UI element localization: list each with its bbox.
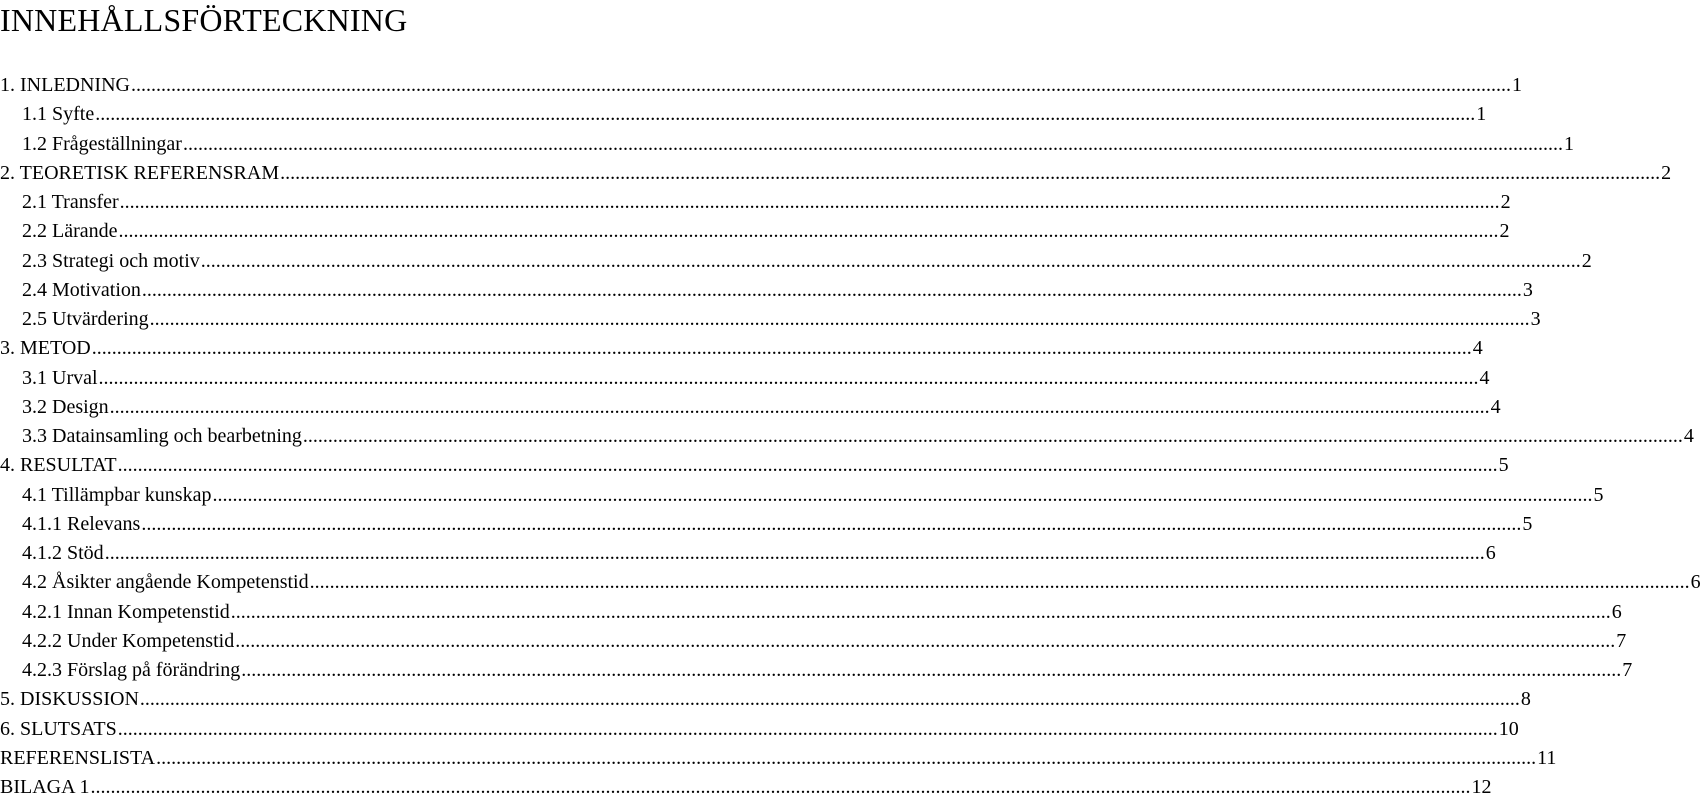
toc-entry-label: 3.2 Design [22,395,109,418]
toc-dot-leader [183,130,1563,159]
toc-dot-leader [303,422,1683,451]
toc-entry-label: 4.1 Tillämpbar kunskap [22,483,212,506]
toc-entry[interactable] [0,71,1522,100]
toc-entry[interactable] [0,393,1501,422]
toc-dot-leader [92,334,1472,363]
toc-dot-leader [118,715,1498,744]
toc-entry-label: 2.1 Transfer [22,191,119,213]
toc-entry-label: 2.5 Utvärdering [22,308,149,330]
toc-entry[interactable] [0,247,1592,276]
toc-entry[interactable] [0,130,1574,159]
toc-entry[interactable] [0,539,1496,568]
toc-dot-leader [142,276,1522,305]
toc-entry-label: 5. DISKUSSION [0,688,139,711]
toc-entry[interactable] [0,364,1490,393]
toc-entry-label: BILAGA 1 [0,776,90,798]
toc-entry-label: 4.1.1 Relevans [22,512,141,535]
toc-entry[interactable] [0,100,1487,129]
toc-entry-label: REFERENSLISTA [0,746,156,769]
toc-dot-leader [310,568,1690,597]
toc-entry-page-number: 4 [1479,366,1490,389]
toc-entry-label: 3.3 Datainsamling och bearbetning [22,425,302,447]
toc-entry-label: 4.2 Åsikter angående Kompetenstid [22,571,309,594]
toc-entry-label: 2. TEORETISK REFERENSRAM [0,161,280,184]
toc-dot-leader [141,510,1521,539]
toc-entry-page-number: 7 [1622,659,1633,681]
toc-entry-label: 4.1.2 Stöd [22,542,104,564]
toc-entry[interactable] [0,598,1622,627]
toc-entry-page-number: 1 [1476,103,1487,126]
toc-entry-page-number: 1 [1511,74,1522,96]
toc-entry-label: 4. RESULTAT [0,454,117,477]
toc-dot-leader [95,100,1475,129]
toc-entry[interactable] [0,481,1604,510]
toc-entry[interactable] [0,159,1672,188]
toc-entry[interactable] [0,685,1531,714]
toc-entry-label: 1.2 Frågeställningar [22,132,182,155]
toc-entry-page-number: 12 [1471,776,1492,798]
toc-entry[interactable] [0,510,1533,539]
toc-entry-label: 4.2.2 Under Kompetenstid [22,629,235,652]
toc-entry[interactable] [0,627,1627,656]
toc-entry-label: 3. METOD [0,337,91,360]
toc-dot-leader [231,598,1611,627]
toc-entry-label: 4.2.3 Förslag på förändring [22,659,241,681]
toc-entry[interactable] [0,334,1483,363]
toc-dot-leader [156,744,1536,773]
toc-entry-page-number: 2 [1500,191,1511,213]
toc-entry-page-number: 4 [1683,425,1694,447]
toc-entry-page-number: 5 [1522,512,1533,535]
toc-entry-page-number: 1 [1563,132,1574,155]
toc-entry-label: 2.3 Strategi och motiv [22,249,200,272]
toc-entry-page-number: 7 [1616,629,1627,652]
toc-dot-leader [235,627,1615,656]
table-of-contents [0,71,1701,802]
toc-entry-page-number: 3 [1530,308,1541,330]
toc-entry-label: 2.2 Lärande [22,220,118,243]
toc-entry-page-number: 10 [1498,717,1519,740]
toc-dot-leader [110,393,1490,422]
toc-dot-leader [99,364,1479,393]
toc-entry-page-number: 8 [1520,688,1531,711]
toc-dot-leader [118,451,1498,480]
toc-entry-label: 6. SLUTSATS [0,717,117,740]
toc-entry[interactable] [0,744,1557,773]
toc-dot-leader [90,773,1470,802]
toc-dot-leader [119,217,1499,246]
toc-entry-label: 1. INLEDNING [0,74,130,96]
toc-dot-leader [120,188,1500,217]
toc-entry[interactable] [0,715,1519,744]
toc-dot-leader [280,159,1660,188]
toc-entry[interactable] [0,773,1492,802]
page-title: INNEHÅLLSFÖRTECKNING [0,2,408,38]
toc-entry-label: 2.4 Motivation [22,278,141,301]
toc-dot-leader [140,685,1520,714]
toc-entry-label: 4.2.1 Innan Kompetenstid [22,600,230,623]
toc-entry-page-number: 2 [1499,220,1510,243]
toc-entry-page-number: 11 [1537,746,1557,769]
toc-entry[interactable] [0,656,1633,685]
toc-entry[interactable] [0,188,1511,217]
toc-entry-page-number: 6 [1690,571,1701,594]
toc-entry-page-number: 5 [1498,454,1509,477]
toc-entry-page-number: 4 [1490,395,1501,418]
toc-dot-leader [105,539,1485,568]
toc-dot-leader [212,481,1592,510]
toc-entry-page-number: 4 [1472,337,1483,360]
toc-dot-leader [131,71,1511,100]
toc-dot-leader [150,305,1530,334]
toc-entry[interactable] [0,276,1533,305]
toc-entry[interactable] [0,422,1694,451]
toc-entry[interactable] [0,451,1509,480]
toc-entry[interactable] [0,217,1510,246]
toc-entry-page-number: 6 [1611,600,1622,623]
toc-entry-page-number: 5 [1593,483,1604,506]
toc-entry-page-number: 2 [1661,161,1672,184]
toc-entry[interactable] [0,568,1701,597]
toc-entry-page-number: 6 [1485,542,1496,564]
toc-entry-label: 1.1 Syfte [22,103,95,126]
toc-entry[interactable] [0,305,1541,334]
toc-entry-page-number: 3 [1522,278,1533,301]
toc-dot-leader [241,656,1621,685]
toc-entry-page-number: 2 [1581,249,1592,272]
toc-dot-leader [201,247,1581,276]
toc-entry-label: 3.1 Urval [22,366,98,389]
